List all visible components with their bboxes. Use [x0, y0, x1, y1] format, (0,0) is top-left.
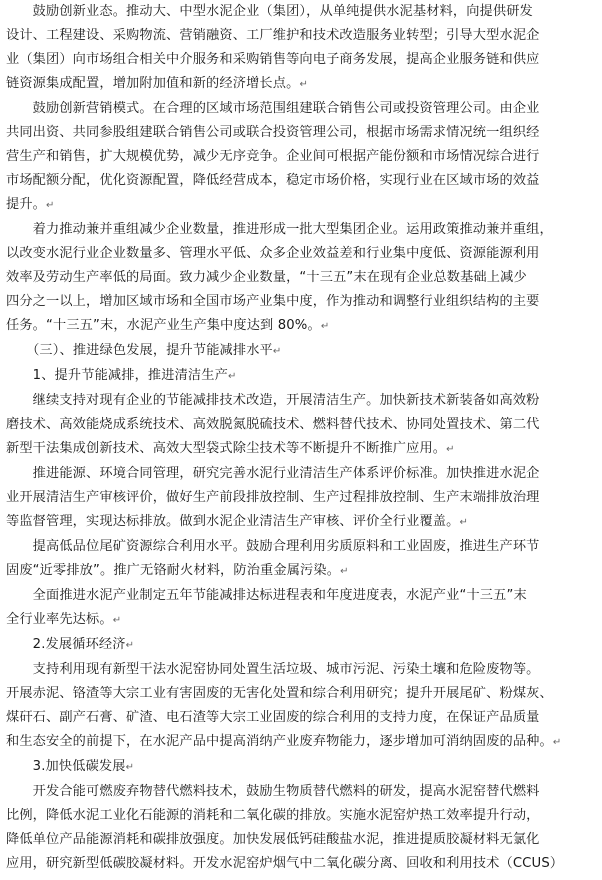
document-line — [6, 510, 596, 535]
line-text: 比例，降低水泥工业化石能源的消耗和二氧化碳的排放。实施水泥窑炉热工效率提升行动， — [6, 808, 540, 823]
document-line — [6, 413, 596, 437]
paragraph-mark-icon: ↵ — [320, 321, 330, 332]
line-text: 3.加快低碳发展 — [6, 759, 126, 774]
document-line — [6, 145, 596, 169]
paragraph-mark-icon: ↵ — [125, 640, 135, 651]
line-text: 效率及劳动生产率低的局面。致力减少企业数量，“十三五”末在现有企业总数基础上减少 — [6, 270, 527, 285]
document-line — [6, 193, 596, 218]
paragraph-mark-icon: ↵ — [552, 737, 562, 748]
paragraph-mark-icon: ↵ — [446, 444, 455, 455]
line-text: 支持利用现有新型干法水泥窑协同处置生活垃圾、城市污泥、污染土壤和危险废物等。 — [6, 662, 540, 677]
document-line — [6, 608, 596, 633]
line-text: 和生态安全的前提下，在水泥产品中提高消纳产业废弃物能力，逐步增加可消纳固废的品种。 — [6, 734, 553, 749]
document-line — [6, 242, 596, 266]
line-text: 全面推进水泥产业制定五年节能减排达标进程表和年度进度表，水泥产业“十三五”末 — [6, 588, 527, 603]
line-text: 鼓励创新业态。推动大、中型水泥企业（集团），从单纯提供水泥基材料，向提供研发 — [6, 4, 533, 19]
line-text: 提升。 — [6, 197, 47, 212]
document-line — [6, 852, 596, 876]
document-line — [6, 218, 596, 242]
paragraph-mark-icon: ↵ — [272, 346, 282, 357]
line-text: 提高低品位尾矿资源综合利用水平。鼓励合理利用劣质原料和工业固废，推进生产环节 — [6, 539, 540, 554]
line-text: 磨技术、高效能烧成系统技术、高效脱氮脱硫技术、燃料替代技术、协同处置技术、第二代 — [6, 417, 540, 432]
line-text: 任务。“十三五”末，水泥产业生产集中度达到 80%。 — [6, 318, 321, 333]
document-line — [6, 535, 596, 559]
line-text: 新型干法集成创新技术、高效大型袋式除尘技术等不断提升不断推广应用。 — [6, 441, 447, 456]
paragraph-mark-icon: ↵ — [46, 200, 55, 211]
paragraph-mark-icon: ↵ — [112, 615, 122, 626]
document-line — [6, 389, 596, 413]
line-text: 设计、工程建设、采购物流、营销融资、工厂维护和技术改造服务业转型；引导大型水泥企 — [6, 28, 540, 43]
line-text: 开发合能可燃废弃物替代燃料技术，鼓励生物质替代燃料的研发，提高水泥窑替代燃料 — [6, 784, 540, 799]
line-text: 共同出资、共同参股组建联合销售公司或联合投资管理公司，根据市场需求情况统一组织经 — [6, 125, 540, 140]
document-line — [6, 658, 596, 682]
paragraph-mark-icon: ↵ — [227, 371, 237, 382]
line-text: 煤矸石、副产石膏、矿渣、电石渣等大宗工业固废的综合利用的支持力度，在保证产品质量 — [6, 710, 540, 725]
line-text: 市场配额分配，优化资源配置，降低经营成本，稳定市场价格，实现行业在区域市场的效益 — [6, 173, 540, 188]
line-text: 营生产和销售，扩大规模优势，减少无序竞争。企业间可根据产能份额和市场情况综合进行 — [6, 149, 540, 164]
document-line — [6, 339, 596, 364]
document-line — [6, 828, 596, 852]
document-line — [6, 706, 596, 730]
line-text: 全行业率先达标。 — [6, 612, 113, 627]
line-text: 着力推动兼并重组减少企业数量，推进形成一批大型集团企业。运用政策推动兼并重组， — [6, 222, 553, 237]
document-line — [6, 780, 596, 804]
document-line — [6, 559, 596, 584]
document-line — [6, 462, 596, 486]
line-text: 业开展清洁生产审核评价，做好生产前段排放控制、生产过程排放控制、生产末端排放治理 — [6, 490, 540, 505]
line-text: 继续支持对现有企业的节能减排技术改造，开展清洁生产。加快新技术新装备如高效粉 — [6, 393, 540, 408]
line-text: 链资源集成配置，增加附加值和新的经济增长点。 — [6, 76, 300, 91]
paragraph-mark-icon: ↵ — [459, 517, 469, 528]
document-line — [6, 72, 596, 97]
line-text: 1、提升节能减排，推进清洁生产 — [6, 368, 228, 383]
line-text: 以改变水泥行业企业数量多、管理水平低、众多企业效益差和行业集中度低、资源能源利用 — [6, 246, 540, 261]
document-line — [6, 633, 596, 658]
line-text: 等监督管理，实现达标排放。做到水泥企业清洁生产审核、评价全行业覆盖。 — [6, 514, 460, 529]
line-text: 推进能源、环境合同管理，研究完善水泥行业清洁生产体系评价标准。加快推进水泥企 — [6, 466, 540, 481]
line-text: 2.发展循环经济 — [6, 637, 126, 652]
line-text: 降低单位产品能源消耗和碳排放强度。加快发展低钙硅酸盐水泥，推进提质胶凝材料无氯化 — [6, 832, 540, 847]
line-text: 开展赤泥、铬渣等大宗工业有害固废的无害化处置和综合利用研究；提升开展尾矿、粉煤灰、 — [6, 686, 553, 701]
line-text: 应用，研究新型低碳胶凝材料。开发水泥窑炉烟气中二氧化碳分离、回收和利用技术（CCUS） — [6, 856, 564, 871]
line-text: 业（集团）向市场组合相关中介服务和采购销售等向电子商务发展，提高企业服务链和供应 — [6, 52, 540, 67]
line-text: （三）、推进绿色发展，提升节能减排水平 — [6, 343, 273, 358]
document-line — [6, 24, 596, 48]
document-line — [6, 266, 596, 290]
paragraph-mark-icon: ↵ — [340, 566, 349, 577]
document-line — [6, 804, 596, 828]
document-line — [6, 730, 596, 755]
document-line — [6, 0, 596, 24]
document-line — [6, 486, 596, 510]
line-text: 四分之一以上，增加区域市场和全国市场产业集中度，作为推动和调整行业组织结构的主要 — [6, 294, 540, 309]
document-line — [6, 97, 596, 121]
document-line — [6, 314, 596, 339]
document-line — [6, 437, 596, 462]
document-line — [6, 682, 596, 706]
document-line — [6, 121, 596, 145]
document-line — [6, 755, 596, 780]
document-line — [6, 290, 596, 314]
document-line — [6, 584, 596, 608]
paragraph-mark-icon: ↵ — [299, 79, 308, 90]
paragraph-mark-icon: ↵ — [125, 762, 135, 773]
document-line — [6, 364, 596, 389]
line-text: 鼓励创新营销模式。在合理的区域市场范围组建联合销售公司或投资管理公司。由企业 — [6, 101, 540, 116]
line-text: 固废“近零排放”。推广无铬耐火材料，防治重金属污染。 — [6, 563, 341, 578]
document-line — [6, 48, 596, 72]
document-line — [6, 169, 596, 193]
